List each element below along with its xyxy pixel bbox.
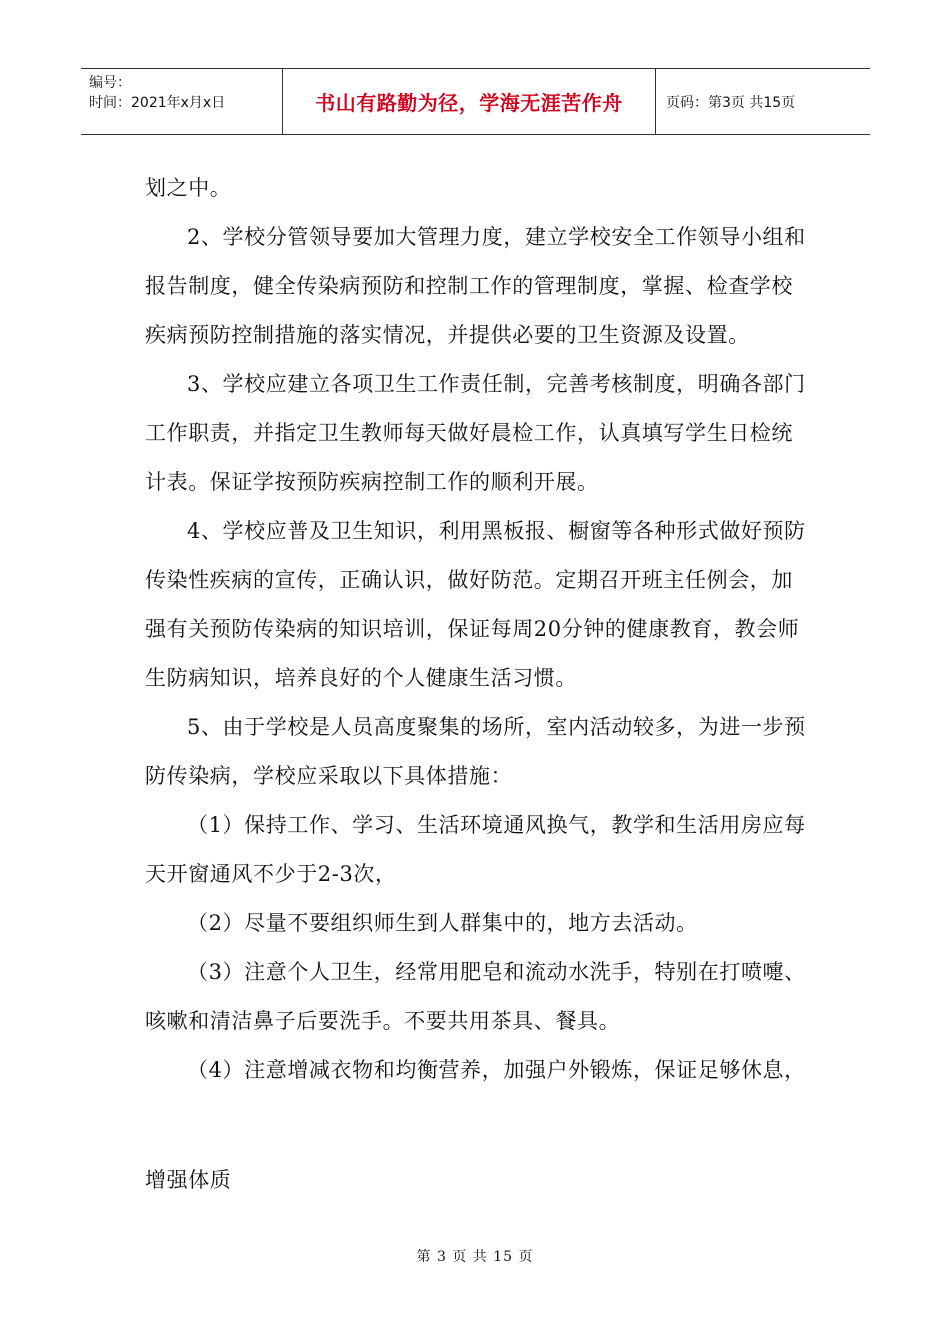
document-body xyxy=(145,164,810,1095)
paragraph-item-3: 3、学校应建立各项卫生工作责任制，完善考核制度，明确各部门工作职责，并指定卫生教师每天做好晨检工作，认真填写学生日检统计表。保证学按预防疾病控制工作的顺利开展。 xyxy=(145,372,806,494)
header-meta-cell xyxy=(81,69,283,134)
time-label: 时间：2021年x月x日 xyxy=(89,95,226,111)
paragraph-tail: 增强体质 xyxy=(145,1168,232,1192)
paragraph-measure-4: （4）注意增减衣物和均衡营养，加强户外锻炼，保证足够休息， xyxy=(187,1058,806,1082)
document-header xyxy=(81,68,870,135)
header-page-cell xyxy=(656,69,870,134)
paragraph-item-2: 2、学校分管领导要加大管理力度，建立学校安全工作领导小组和报告制度，健全传染病预防和控制工作的管理制度，掌握、检查学校疾病预防控制措施的落实情况，并提供必要的卫生资源及设置。 xyxy=(145,225,806,347)
paragraph-continuation: 划之中。 xyxy=(145,176,232,200)
page-info: 页码：第3页 共15页 xyxy=(666,94,796,111)
paragraph-item-5: 5、由于学校是人员高度聚集的场所，室内活动较多，为进一步预防传染病，学校应采取以下具体措施： xyxy=(145,715,806,788)
code-label: 编号： xyxy=(89,75,131,91)
paragraph-measure-3: （3）注意个人卫生，经常用肥皂和流动水洗手，特别在打喷嚏、咳嗽和清洁鼻子后要洗手。不要共用茶具、餐具。 xyxy=(145,960,806,1033)
paragraph-measure-1: （1）保持工作、学习、生活环境通风换气，教学和生活用房应每天开窗通风不少于2-3次， xyxy=(145,813,806,886)
header-motto-cell xyxy=(283,69,656,134)
paragraph-item-4: 4、学校应普及卫生知识，利用黑板报、橱窗等各种形式做好预防传染性疾病的宣传，正确认识，做好防范。定期召开班主任例会，加强有关预防传染病的知识培训，保证每周20分钟的健康教育，教会师生防病知识，培养良好的个人健康生活习惯。 xyxy=(145,519,806,690)
paragraph-measure-2: （2）尽量不要组织师生到人群集中的，地方去活动。 xyxy=(187,911,698,935)
motto-text: 书山有路勤为径，学海无涯苦作舟 xyxy=(315,91,623,115)
page-footer xyxy=(0,1246,950,1266)
footer-page-number: 第 3 页 共 15 页 xyxy=(416,1249,534,1265)
